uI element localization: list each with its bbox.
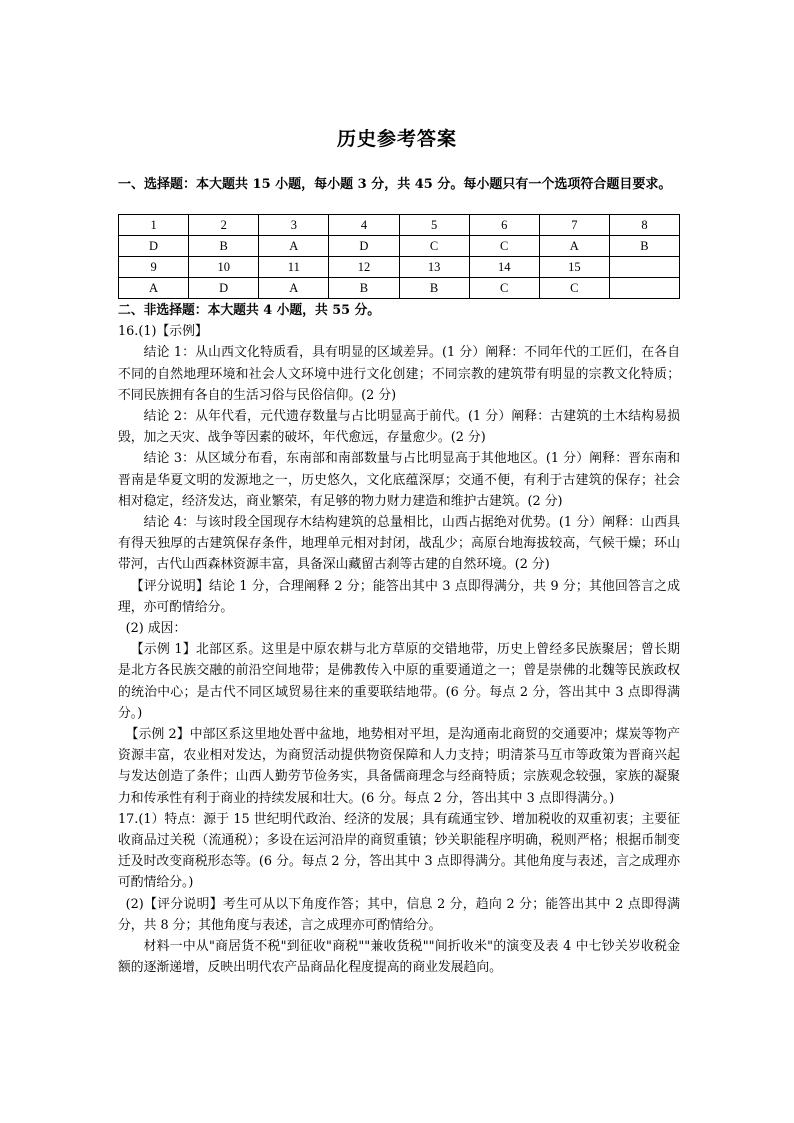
section-1-heading: 一、选择题：本大题共 15 小题，每小题 3 分，共 45 分。每小题只有一个选项符合题目要求。 — [118, 177, 672, 192]
answer-table-cell: 13 — [399, 257, 469, 278]
answer-table-cell: A — [119, 278, 189, 299]
answer-table-cell: B — [189, 236, 259, 257]
answer-table-cell: 15 — [539, 257, 609, 278]
answer-table-cell: 10 — [189, 257, 259, 278]
q16-2-example-1: 【示例 1】北部区系。这里是中原农耕与北方草原的交错地带，历史上曾经多民族聚居；曾长期是北方各民族交融的前沿空间地带；是佛教传入中原的重要通道之一；曾是崇佛的北魏等民族政权的统治中心；是古代不同区域贸易往来的重要联结地带。(6 分。每点 2 分，答出其中 3 点即得满分。) — [118, 642, 680, 721]
q16-conclusion-1: 结论 1：从山西文化特质看，具有明显的区域差异。(1 分）阐释：不同年代的工匠们，在各自不同的自然地理环境和社会人文环境中进行文化创建；不同宗教的建筑带有明显的宗教文化特质；不同民族拥有各自的生活习俗与民俗信仰。(2 分) — [118, 345, 680, 403]
answer-table-cell: 5 — [399, 215, 469, 236]
answer-table-cell: 7 — [539, 215, 609, 236]
q16-1-heading: 16.(1)【示例】 — [118, 324, 208, 340]
answer-table-cell: A — [539, 236, 609, 257]
answer-table-cell: 14 — [469, 257, 539, 278]
answer-table-cell: C — [399, 236, 469, 257]
answer-table-cell: 2 — [189, 215, 259, 236]
answer-table-cell: A — [259, 236, 329, 257]
answer-table-cell: C — [469, 278, 539, 299]
answer-table-cell: 1 — [119, 215, 189, 236]
answer-table-cell: 11 — [259, 257, 329, 278]
answer-table-cell: 6 — [469, 215, 539, 236]
q17-2-material-1: 材料一中从"商居货不税"到征收"商税""兼收货税""间折收米"的演变及表 4 中七钞关岁收税金额的逐渐递增，反映出明代农产品商品化程度提高的商业发展趋向。 — [118, 939, 680, 976]
q16-conclusion-3: 结论 3：从区域分布看，东南部和南部数量与占比明显高于其他地区。(1 分）阐释：晋东南和晋南是华夏文明的发源地之一，历史悠久，文化底蕴深厚；交通不便，有利于古建筑的保存；社会相对稳定，经济发达，商业繁荣，有足够的物力财力建造和维护古建筑。(2 分) — [118, 451, 680, 509]
q17-2-scoring-note: (2)【评分说明】考生可从以下角度作答；其中，信息 2 分，趋向 2 分；能答出其中 2 点即得满分，共 8 分；其他角度与表述，言之成理亦可酌情给分。 — [118, 896, 680, 933]
q16-conclusion-2: 结论 2：从年代看，元代遗存数量与占比明显高于前代。(1 分）阐释：古建筑的土木结构易损毁，加之天灾、战争等因素的破坏，年代愈远，存量愈少。(2 分) — [118, 409, 680, 446]
answer-table-cell: 9 — [119, 257, 189, 278]
answer-table-cell: 8 — [609, 215, 679, 236]
answer-table-cell — [609, 278, 679, 299]
q16-1-scoring-note: 【评分说明】结论 1 分，合理阐释 2 分；能答出其中 3 点即得满分，共 9 分；其他回答言之成理，亦可酌情给分。 — [118, 578, 680, 615]
q16-conclusion-4: 结论 4：与该时段全国现存木结构建筑的总量相比，山西占据绝对优势。(1 分）阐释：山西具有得天独厚的古建筑保存条件，地理单元相对封闭，战乱少；高原台地海拔较高，气候干燥；环山带河，古代山西森林资源丰富，具备深山藏留古刹等古建的自然环境。(2 分) — [118, 515, 680, 573]
answer-table-row — [119, 278, 680, 299]
q16-2-example-2: 【示例 2】中部区系这里地处晋中盆地，地势相对平坦，是沟通南北商贸的交通要冲；煤炭等物产资源丰富，农业相对发达，为商贸活动提供物资保障和人力支持；明清茶马互市等政策为晋商兴起与发达创造了条件；山西人勤劳节俭务实，具备儒商理念与经商特质；宗族观念较强，家族的凝聚力和传承性有利于商业的持续发展和壮大。(6 分。每点 2 分，答出其中 3 点即得满分。) — [118, 727, 680, 806]
section-2-heading: 二、非选择题：本大题共 4 小题，共 55 分。 — [118, 303, 381, 318]
answer-table-row — [119, 257, 680, 278]
page-title: 历史参考答案 — [336, 128, 457, 150]
answer-body — [118, 300, 680, 979]
answer-table-cell: C — [469, 236, 539, 257]
answer-table — [118, 214, 680, 299]
answer-table-cell: B — [329, 278, 399, 299]
answer-table-cell: A — [259, 278, 329, 299]
answer-table-cell: D — [189, 278, 259, 299]
answer-table-row — [119, 236, 680, 257]
answer-table-cell: 4 — [329, 215, 399, 236]
q16-2-heading: (2) 成因： — [125, 621, 187, 637]
answer-table-row — [119, 215, 680, 236]
answer-table-cell: B — [399, 278, 469, 299]
answer-table-cell: D — [119, 236, 189, 257]
answer-table-cell: 3 — [259, 215, 329, 236]
q17-1-answer: 17.(1）特点：源于 15 世纪明代政治、经济的发展；具有疏通宝钞、增加税收的双重初衷；主要征收商品过关税（流通税）；多设在运河沿岸的商贸重镇；钞关职能程序明确，税则严格；根据币制变迁及时改变商税形态等。(6 分。每点 2 分，答出其中 3 点即得满分。其他角度与表述，言之成理亦可酌情给分。) — [118, 811, 680, 891]
answer-table-cell — [609, 257, 679, 278]
answer-table-cell: 12 — [329, 257, 399, 278]
answer-table-cell: C — [539, 278, 609, 299]
answer-table-cell: B — [609, 236, 679, 257]
answer-table-cell: D — [329, 236, 399, 257]
